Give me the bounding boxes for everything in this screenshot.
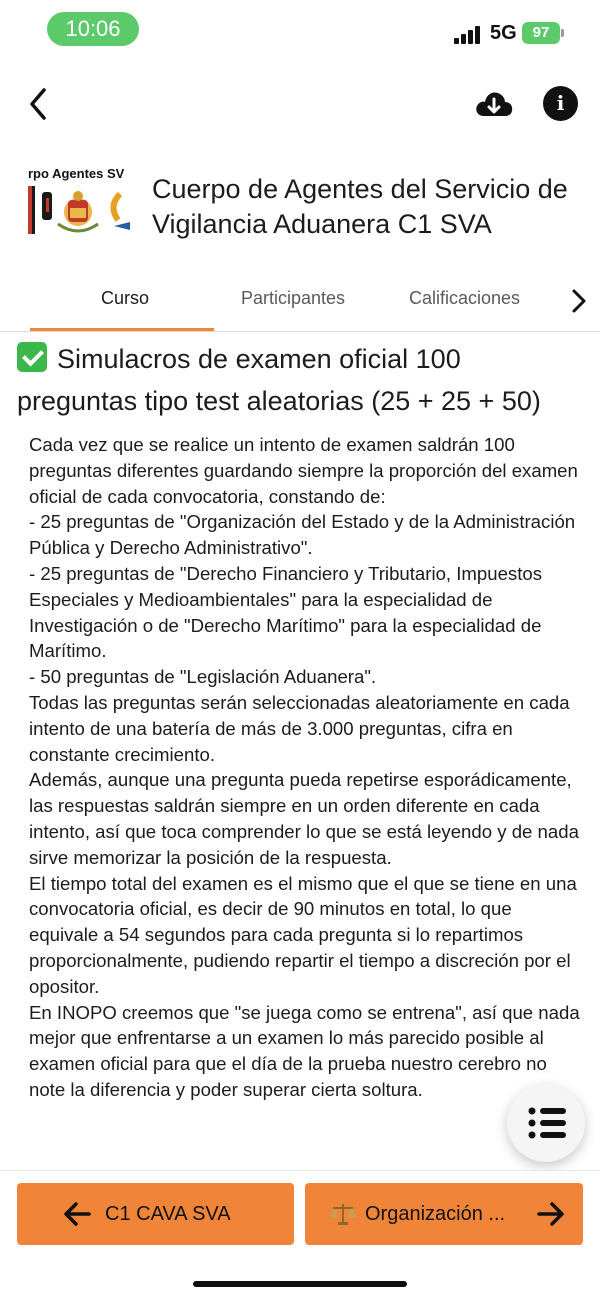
course-title: Cuerpo de Agentes del Servicio de Vigilancia Aduanera C1 SVA [152, 174, 568, 239]
home-indicator [193, 1281, 407, 1287]
paragraph: - 25 preguntas de "Derecho Financiero y Tributario, Impuestos Especiales y Medioambientales" para la especialidad de Investigación o de "Derecho Marítimo" para la especialidad de Marítimo. [29, 562, 543, 662]
battery-icon: 97 [522, 22, 560, 44]
section-title [17, 338, 587, 422]
arrow-right-icon [537, 1201, 565, 1227]
network-type: 5G [490, 22, 517, 44]
previous-activity-button[interactable] [17, 1183, 294, 1245]
tab-participantes[interactable]: Participantes [241, 288, 346, 308]
coat-of-arms-icon [28, 164, 130, 240]
section-description [29, 432, 581, 1103]
next-activity-label: Organización ... [365, 1202, 506, 1225]
paragraph: - 50 preguntas de "Legislación Aduanera". [29, 666, 377, 688]
paragraph: Cada vez que se realice un intento de examen saldrán 100 preguntas diferentes guardando siempre la proporción del examen oficial de cada convocatoria, constando de: [29, 434, 578, 507]
tab-curso[interactable]: Curso [101, 288, 150, 308]
course-logo [28, 164, 130, 240]
status-time: 10:06 [47, 12, 139, 46]
previous-activity-label: C1 CAVA SVA [105, 1202, 231, 1225]
scale-icon [329, 1201, 357, 1227]
paragraph: En INOPO creemos que "se juega como se entrena", así que nada mejor que enfrentarse a un examen lo más parecido posible al examen oficial para que el día de la prueba nuestro cerebro no note la diferencia y poder superar cierta soltura. [29, 1001, 580, 1100]
cloud-download-icon [474, 86, 514, 122]
info-button[interactable] [543, 86, 578, 121]
arrow-left-icon [63, 1201, 91, 1227]
paragraph: - 25 preguntas de "Organización del Estado y de la Administración Pública y Derecho Administrativo". [29, 511, 576, 559]
active-tab-indicator [30, 328, 214, 331]
tab-calificaciones[interactable]: Calificaciones [409, 288, 521, 308]
bottom-navigation [0, 1170, 600, 1298]
course-index-button[interactable] [507, 1084, 585, 1162]
chevron-right-icon [564, 284, 594, 318]
download-button[interactable] [474, 86, 514, 122]
next-activity-button[interactable] [305, 1183, 583, 1245]
paragraph: Todas las preguntas serán seleccionadas aleatoriamente en cada intento de una batería de más de 3.000 preguntas, cifra en constante crecimiento. [29, 691, 570, 765]
paragraph: El tiempo total del examen es el mismo que el que se tiene en una convocatoria oficial, es decir de 90 minutos en total, lo que equivale a 54 segundos para cada pregunta si lo repartimos proporcionalmente, pudiendo repartir el tiempo a discreción por el opositor. [29, 872, 577, 997]
tab-bar [0, 272, 600, 332]
chevron-left-icon [20, 84, 60, 124]
paragraph: Además, aunque una pregunta pueda repetirse esporádicamente, las respuestas saldrán siempre en un orden diferente en cada intento, así que toca comprender lo que se está leyendo y de nada sirve memorizar la posición de la respuesta. [29, 769, 579, 868]
list-icon [507, 1084, 585, 1162]
logo-text: rpo Agentes SV [28, 166, 125, 181]
section-title-text: Simulacros de examen oficial 100 preguntas tipo test aleatorias (25 + 25 + 50) [17, 344, 541, 416]
signal-icon [454, 24, 484, 44]
status-bar [0, 0, 600, 62]
back-button[interactable] [20, 84, 60, 124]
check-mark-icon [17, 342, 47, 372]
info-icon: i [556, 91, 565, 115]
tabs-scroll-next-button[interactable] [564, 284, 594, 318]
